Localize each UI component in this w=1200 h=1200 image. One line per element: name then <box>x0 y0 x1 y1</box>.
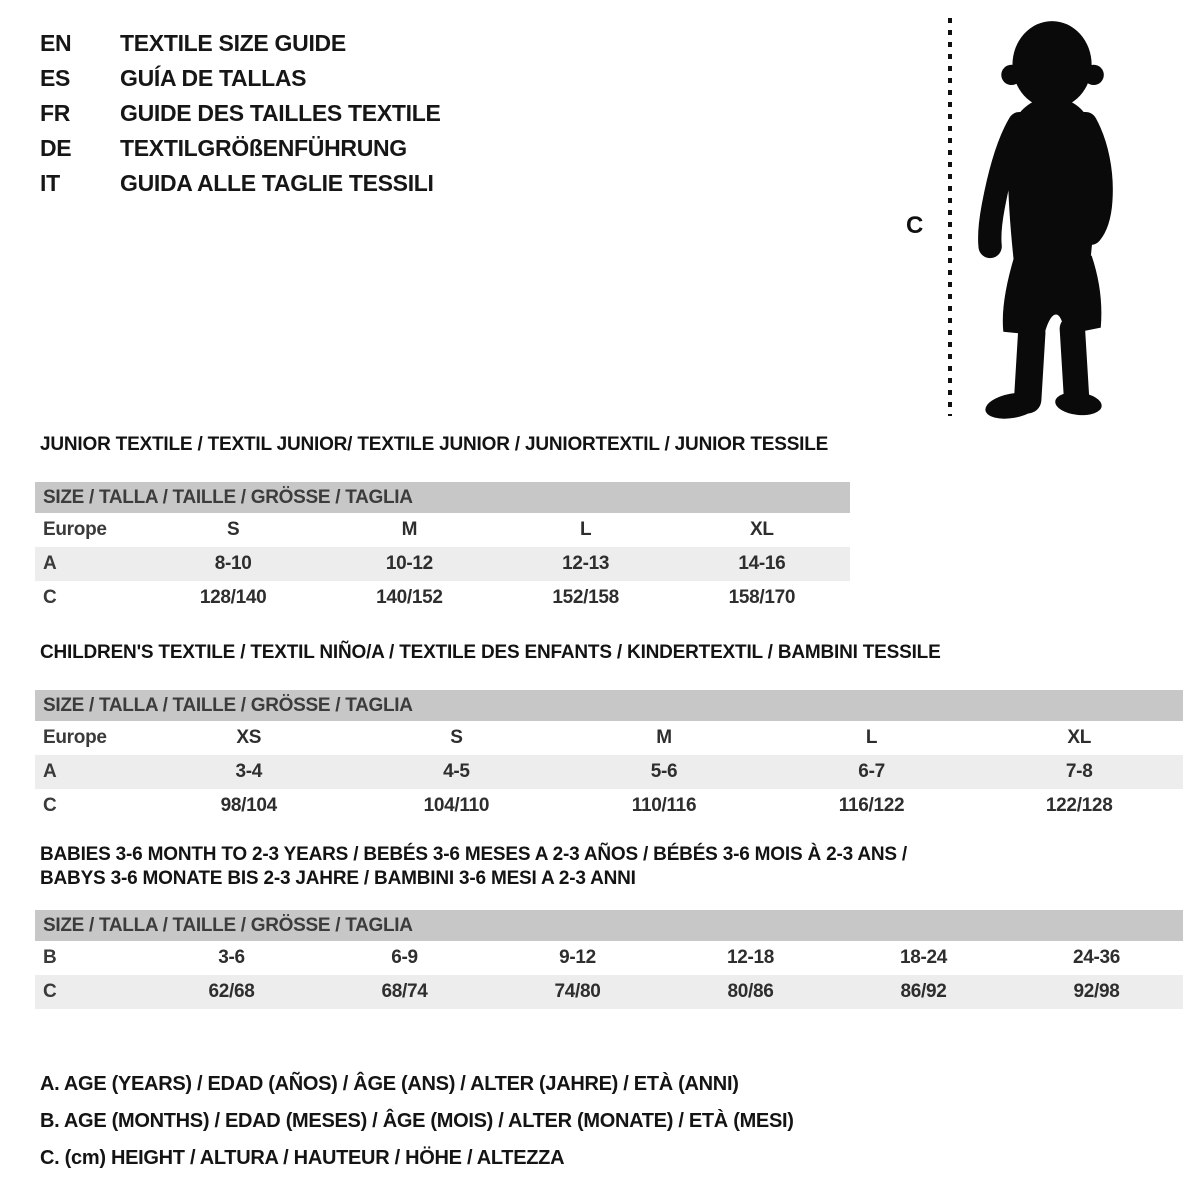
table-row <box>35 513 850 547</box>
size-cell: XS <box>236 727 262 748</box>
row-label: C <box>43 795 57 816</box>
babies-textile-section <box>35 843 1183 1009</box>
size-cell: 4-5 <box>353 755 561 789</box>
size-cell: 9-12 <box>559 947 596 968</box>
row-label: A <box>35 547 145 581</box>
size-cell: 12-13 <box>498 547 674 581</box>
size-cell: 140/152 <box>376 587 443 608</box>
size-cell: 158/170 <box>728 587 796 608</box>
children-textile-section <box>35 641 1183 823</box>
table-row <box>35 975 1183 1009</box>
guide-title: TEXTILE SIZE GUIDE <box>120 30 346 56</box>
size-cell: 68/74 <box>318 975 491 1009</box>
junior-size-table <box>35 513 850 615</box>
table-row <box>35 789 1183 823</box>
toddler-silhouette-icon <box>958 14 1140 420</box>
size-cell: 6-9 <box>391 947 418 968</box>
guide-title: TEXTILGRÖßENFÜHRUNG <box>120 135 407 161</box>
size-cell: 122/128 <box>1045 795 1113 816</box>
row-label: Europe <box>43 727 107 748</box>
legend-line-height: C. (cm) HEIGHT / ALTURA / HAUTEUR / HÖHE / ALTEZZA <box>40 1147 565 1169</box>
size-cell: 7-8 <box>975 755 1183 789</box>
size-cell: 80/86 <box>664 975 837 1009</box>
section-title: BABIES 3-6 MONTH TO 2-3 YEARS / BEBÉS 3-6 MESES A 2-3 AÑOS / BÉBÉS 3-6 MOIS À 2-3 ANS / <box>40 844 908 865</box>
size-cell: 18-24 <box>899 947 948 968</box>
size-header-band: SIZE / TALLA / TAILLE / GRÖSSE / TAGLIA <box>35 690 1183 721</box>
row-label: Europe <box>43 519 107 540</box>
size-cell: 6-7 <box>768 755 976 789</box>
language-row <box>40 131 441 166</box>
size-cell: 104/110 <box>423 795 490 816</box>
language-code: EN <box>40 30 72 56</box>
size-cell: L <box>865 727 878 748</box>
size-cell: 8-10 <box>145 547 321 581</box>
height-measure-label: C <box>906 212 924 239</box>
size-header-band: SIZE / TALLA / TAILLE / GRÖSSE / TAGLIA <box>35 910 1183 941</box>
guide-title: GUIDE DES TAILLES TEXTILE <box>120 100 441 126</box>
size-cell: 24-36 <box>1072 947 1121 968</box>
size-cell: 10-12 <box>321 547 497 581</box>
size-cell: 92/98 <box>1010 975 1183 1009</box>
size-cell: 5-6 <box>560 755 768 789</box>
table-row <box>35 755 1183 789</box>
language-row <box>40 61 441 96</box>
size-cell: M <box>656 727 672 748</box>
size-cell: S <box>226 519 240 540</box>
size-cell: 3-4 <box>145 755 353 789</box>
size-cell: 152/158 <box>552 587 619 608</box>
size-cell: 116/122 <box>838 795 905 816</box>
row-label: A <box>35 755 145 789</box>
row-label: C <box>35 975 145 1009</box>
table-row <box>35 941 1183 975</box>
babies-size-table <box>35 941 1183 1009</box>
row-label: C <box>43 587 57 608</box>
section-title: BABYS 3-6 MONATE BIS 2-3 JAHRE / BAMBINI 3-6 MESI A 2-3 ANNI <box>40 868 636 889</box>
language-code: FR <box>40 100 71 126</box>
table-row <box>35 721 1183 755</box>
table-row <box>35 547 850 581</box>
language-code: ES <box>40 65 71 91</box>
junior-textile-section <box>35 433 850 615</box>
size-cell: 74/80 <box>491 975 664 1009</box>
language-row <box>40 96 441 131</box>
language-row <box>40 26 441 61</box>
row-label: B <box>43 947 57 968</box>
size-cell: 128/140 <box>199 587 267 608</box>
size-cell: 98/104 <box>220 795 277 816</box>
legend <box>40 1066 794 1177</box>
guide-title: GUÍA DE TALLAS <box>120 65 307 91</box>
section-title: CHILDREN'S TEXTILE / TEXTIL NIÑO/A / TEXTILE DES ENFANTS / KINDERTEXTIL / BAMBINI TESSILE <box>40 642 941 663</box>
language-code: DE <box>40 135 72 161</box>
size-cell: 62/68 <box>145 975 318 1009</box>
legend-line-age-years: A. AGE (YEARS) / EDAD (AÑOS) / ÂGE (ANS) / ALTER (JAHRE) / ETÀ (ANNI) <box>40 1073 739 1095</box>
table-row <box>35 581 850 615</box>
size-cell: 14-16 <box>674 547 850 581</box>
legend-line-age-months: B. AGE (MONTHS) / EDAD (MESES) / ÂGE (MOIS) / ALTER (MONATE) / ETÀ (MESI) <box>40 1110 794 1132</box>
language-code: IT <box>40 170 60 196</box>
section-title: JUNIOR TEXTILE / TEXTIL JUNIOR/ TEXTILE JUNIOR / JUNIORTEXTIL / JUNIOR TESSILE <box>40 434 829 455</box>
language-title-list <box>40 26 441 201</box>
size-header-band: SIZE / TALLA / TAILLE / GRÖSSE / TAGLIA <box>35 482 850 513</box>
size-cell: 3-6 <box>218 947 245 968</box>
size-cell: M <box>401 519 418 540</box>
size-cell: XL <box>1067 727 1092 748</box>
size-cell: 110/116 <box>631 795 697 816</box>
height-dashed-line <box>948 18 952 416</box>
size-cell: L <box>579 519 592 540</box>
language-row <box>40 166 441 201</box>
children-size-table <box>35 721 1183 823</box>
size-cell: S <box>450 727 463 748</box>
size-cell: 12-18 <box>726 947 775 968</box>
guide-title: GUIDA ALLE TAGLIE TESSILI <box>120 170 434 196</box>
size-cell: 86/92 <box>837 975 1010 1009</box>
size-cell: XL <box>750 519 774 540</box>
